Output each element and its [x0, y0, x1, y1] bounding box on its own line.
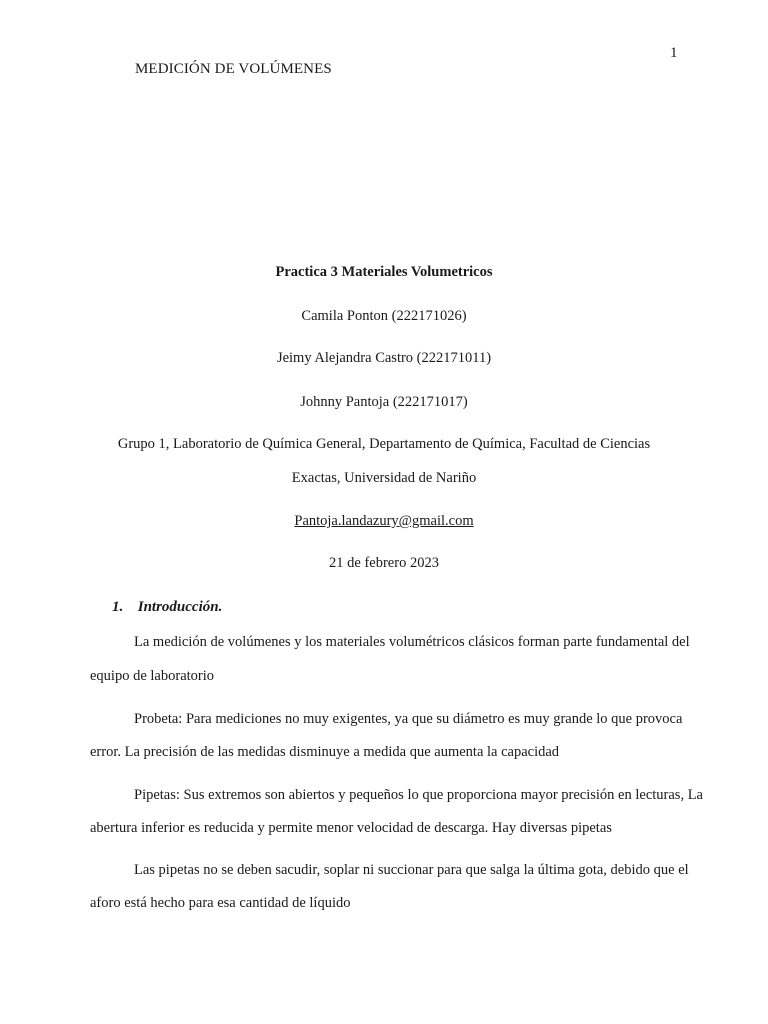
- paragraph-line: equipo de laboratorio: [90, 668, 215, 684]
- running-head: MEDICIÓN DE VOLÚMENES: [135, 61, 332, 77]
- document-title: Practica 3 Materiales Volumetricos: [275, 264, 493, 280]
- author-line: Jeimy Alejandra Castro (222171011): [276, 350, 492, 366]
- paragraph-line: error. La precisión de las medidas disminuye a medida que aumenta la capacidad: [90, 744, 560, 760]
- page-number: 1: [670, 45, 678, 61]
- author-line: Camila Ponton (222171026): [301, 308, 467, 324]
- section-number: 1.: [112, 599, 124, 615]
- section-heading: [112, 599, 222, 616]
- email-link-line: [0, 513, 768, 530]
- paragraph-line: Probeta: Para mediciones no muy exigentes, ya que su diámetro es muy grande lo que provoca: [134, 711, 683, 727]
- author-line: Johnny Pantoja (222171017): [300, 394, 468, 410]
- paragraph-line: Pipetas: Sus extremos son abiertos y pequeños lo que proporciona mayor precisión en lecturas, La: [134, 787, 703, 803]
- document-date: 21 de febrero 2023: [329, 555, 439, 571]
- paragraph-line: Las pipetas no se deben sacudir, soplar ni succionar para que salga la última gota, debido que el: [134, 862, 689, 878]
- section-title: Introducción.: [137, 599, 223, 615]
- paragraph-line: La medición de volúmenes y los materiales volumétricos clásicos forman parte fundamental del: [134, 634, 690, 650]
- paragraph-line: aforo está hecho para esa cantidad de líquido: [90, 895, 351, 911]
- affiliation-line: Exactas, Universidad de Nariño: [291, 470, 477, 486]
- affiliation-line: Grupo 1, Laboratorio de Química General, Departamento de Química, Facultad de Ciencias: [117, 436, 651, 452]
- email-link[interactable]: Pantoja.landazury@gmail.com: [294, 513, 474, 529]
- paragraph-line: abertura inferior es reducida y permite menor velocidad de descarga. Hay diversas pipetas: [90, 820, 612, 836]
